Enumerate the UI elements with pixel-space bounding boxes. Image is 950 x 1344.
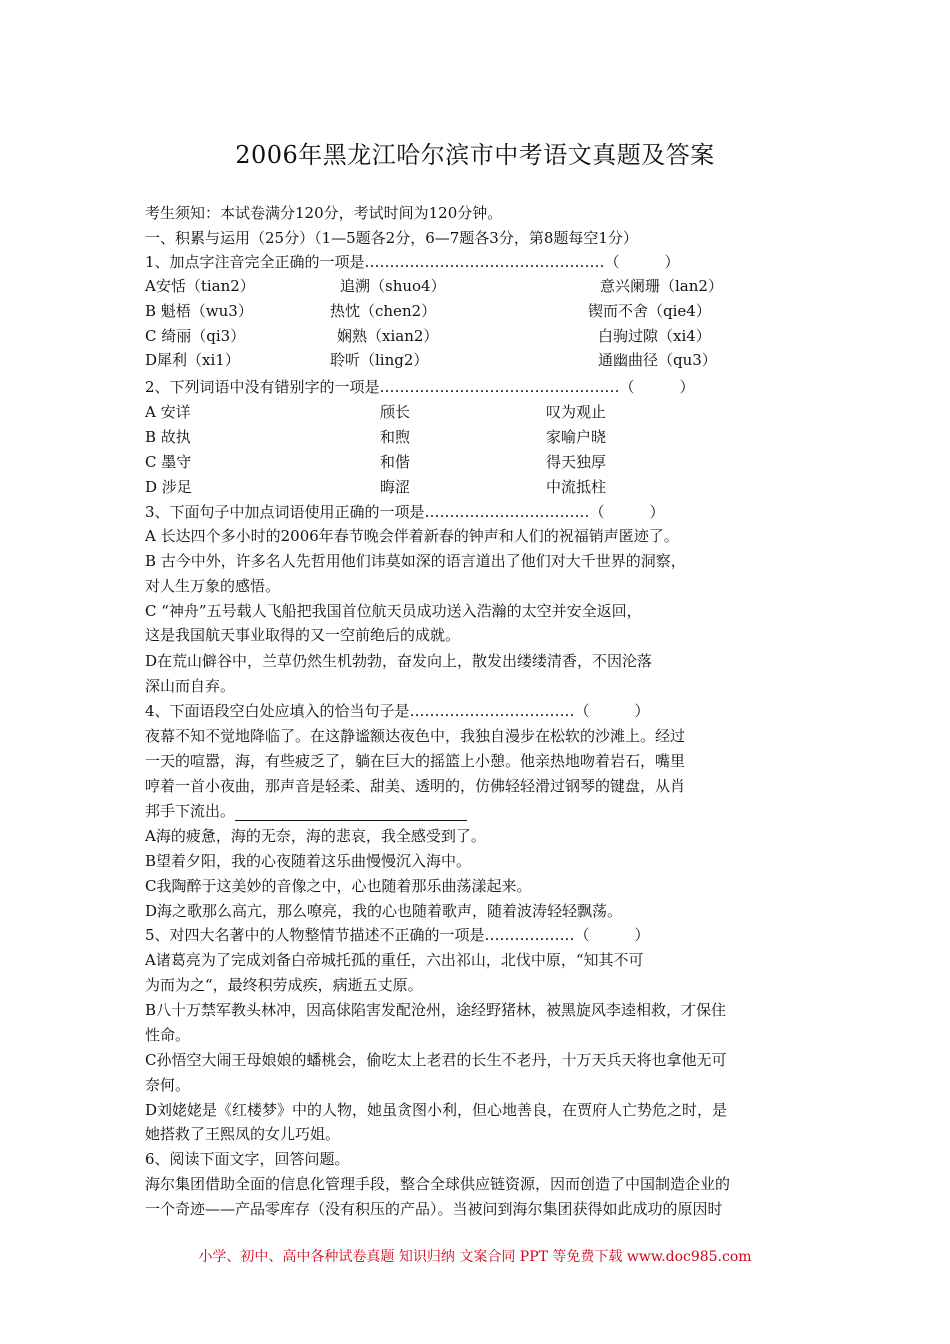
q4-option: A海的疲惫，海的无奈，海的悲哀，我全感受到了。 bbox=[145, 827, 486, 845]
q3-line: D在荒山僻谷中，兰草仍然生机勃勃，奋发向上，散发出缕缕清香，不因沦落 bbox=[145, 652, 653, 670]
q2-option-b-3: 家喻户晓 bbox=[546, 428, 607, 446]
q1-option-c-2: 娴熟（xian2） bbox=[337, 327, 439, 345]
q1-option-d-3: 通幽曲径（qu3） bbox=[598, 351, 717, 369]
q5-line: 奈何。 bbox=[145, 1076, 191, 1094]
q2-option-b-1: B 故执 bbox=[145, 428, 191, 446]
q6-line: 一个奇迹——产品零库存（没有积压的产品）。当被问到海尔集团获得如此成功的原因时 bbox=[145, 1200, 723, 1218]
section-heading: 一、积累与运用（25分）（1—5题各2分，6—7题各3分，第8题每空1分） bbox=[145, 229, 638, 247]
q1-option-a-2: 追溯（shuo4） bbox=[340, 277, 446, 295]
q2-option-b-2: 和煦 bbox=[380, 428, 411, 446]
q1-option-a-1: A安恬（tian2） bbox=[145, 277, 255, 295]
q3-line: 对人生万象的感悟。 bbox=[145, 577, 281, 595]
question-5-stem: 5、对四大名著中的人物整情节描述不正确的一项是………………（ ） bbox=[145, 926, 650, 944]
q4-option: C我陶醉于这美妙的音像之中，心也随着那乐曲荡漾起来。 bbox=[145, 877, 532, 895]
q2-option-c-3: 得天独厚 bbox=[546, 453, 607, 471]
q4-option: D海之歌那么高亢，那么嘹亮，我的心也随着歌声，随着波涛轻轻飘荡。 bbox=[145, 902, 623, 920]
footer-watermark: 小学、初中、高中各种试卷真题 知识归纳 文案合同 PPT 等免费下载 www.doc985.com bbox=[198, 1249, 752, 1265]
q4-passage-line: 哼着一首小夜曲，那声音是轻柔、甜美、透明的，仿佛轻轻滑过钢琴的键盘，从肖 bbox=[145, 777, 686, 795]
q3-line: 深山而自弃。 bbox=[145, 677, 236, 695]
q5-line: C孙悟空大闹王母娘娘的蟠桃会，偷吃太上老君的长生不老丹，十万天兵天将也拿他无可 bbox=[145, 1051, 727, 1069]
q6-line: 海尔集团借助全面的信息化管理手段，整合全球供应链资源，因而创造了中国制造企业的 bbox=[145, 1175, 731, 1193]
question-6-stem: 6、阅读下面文字，回答问题。 bbox=[145, 1150, 350, 1168]
q1-option-b-3: 锲而不舍（qie4） bbox=[588, 302, 711, 320]
question-1-stem: 1、加点字注音完全正确的一项是…………………………………………（ ） bbox=[145, 253, 680, 271]
q1-option-c-1: C 绮丽（qi3） bbox=[145, 327, 246, 345]
q2-option-a-3: 叹为观止 bbox=[546, 403, 607, 421]
q4-passage-line: 一天的喧嚣，海，有些疲乏了，躺在巨大的摇篮上小憩。他亲热地吻着岩石，嘴里 bbox=[145, 752, 686, 770]
q1-option-c-3: 白驹过隙（xi4） bbox=[598, 327, 711, 345]
q5-line: 她搭救了王熙凤的女儿巧姐。 bbox=[145, 1125, 341, 1143]
q3-line: A 长达四个多小时的2006年春节晚会伴着新春的钟声和人们的祝福销声匿迹了。 bbox=[145, 527, 679, 545]
q1-option-a-3: 意兴阑珊（lan2） bbox=[600, 277, 723, 295]
q1-option-b-1: B 魁梧（wu3） bbox=[145, 302, 253, 320]
page-title: 2006年黑龙江哈尔滨市中考语文真题及答案 bbox=[235, 141, 715, 169]
q4-passage-last-line bbox=[145, 801, 467, 821]
q2-option-d-2: 晦涩 bbox=[380, 478, 411, 496]
q1-option-b-2: 热忱（chen2） bbox=[330, 302, 437, 320]
q2-option-a-2: 颀长 bbox=[380, 403, 411, 421]
question-3-stem: 3、下面句子中加点词语使用正确的一项是……………………………（ ） bbox=[145, 503, 665, 521]
answer-blank bbox=[235, 805, 467, 821]
q3-line: 这是我国航天事业取得的又一空前绝后的成就。 bbox=[145, 626, 461, 644]
q2-option-d-1: D 涉足 bbox=[145, 478, 192, 496]
q2-option-c-2: 和偕 bbox=[380, 453, 411, 471]
q4-passage-line: 夜幕不知不觉地降临了。在这静谧额达夜色中，我独自漫步在松软的沙滩上。经过 bbox=[145, 727, 686, 745]
q3-line: B 古今中外，许多名人先哲用他们讳莫如深的语言道出了他们对大千世界的洞察， bbox=[145, 552, 686, 570]
exam-notice: 考生须知：本试卷满分120分，考试时间为120分钟。 bbox=[145, 204, 503, 222]
q2-option-c-1: C 墨守 bbox=[145, 453, 192, 471]
question-2-stem: 2、下列词语中没有错别字的一项是…………………………………………（ ） bbox=[145, 378, 695, 396]
q5-line: 为而为之“，最终积劳成疾，病逝五丈原。 bbox=[145, 976, 423, 994]
q5-line: B八十万禁军教头林冲，因高俅陷害发配沧州，途经野猪林，被黑旋风李逵相救，才保住 bbox=[145, 1001, 727, 1019]
q4-passage-text: 邦手下流出。 bbox=[145, 802, 236, 820]
q5-line: D刘姥姥是《红楼梦》中的人物，她虽贪图小利，但心地善良，在贾府人亡势危之时，是 bbox=[145, 1101, 728, 1119]
q1-option-d-2: 聆听（ling2） bbox=[330, 351, 429, 369]
q2-option-a-1: A 安详 bbox=[145, 403, 191, 421]
q5-line: A诸葛亮为了完成刘备白帝城托孤的重任，六出祁山，北伐中原，“知其不可 bbox=[145, 951, 644, 969]
q5-line: 性命。 bbox=[145, 1026, 191, 1044]
q2-option-d-3: 中流抵柱 bbox=[546, 478, 607, 496]
q3-line: C “神舟”五号载人飞船把我国首位航天员成功送入浩瀚的太空并安全返回， bbox=[145, 602, 642, 620]
q1-option-d-1: D犀利（xi1） bbox=[145, 351, 240, 369]
question-4-stem: 4、下面语段空白处应填入的恰当句子是……………………………（ ） bbox=[145, 702, 650, 720]
q4-option: B望着夕阳，我的心夜随着这乐曲慢慢沉入海中。 bbox=[145, 852, 472, 870]
